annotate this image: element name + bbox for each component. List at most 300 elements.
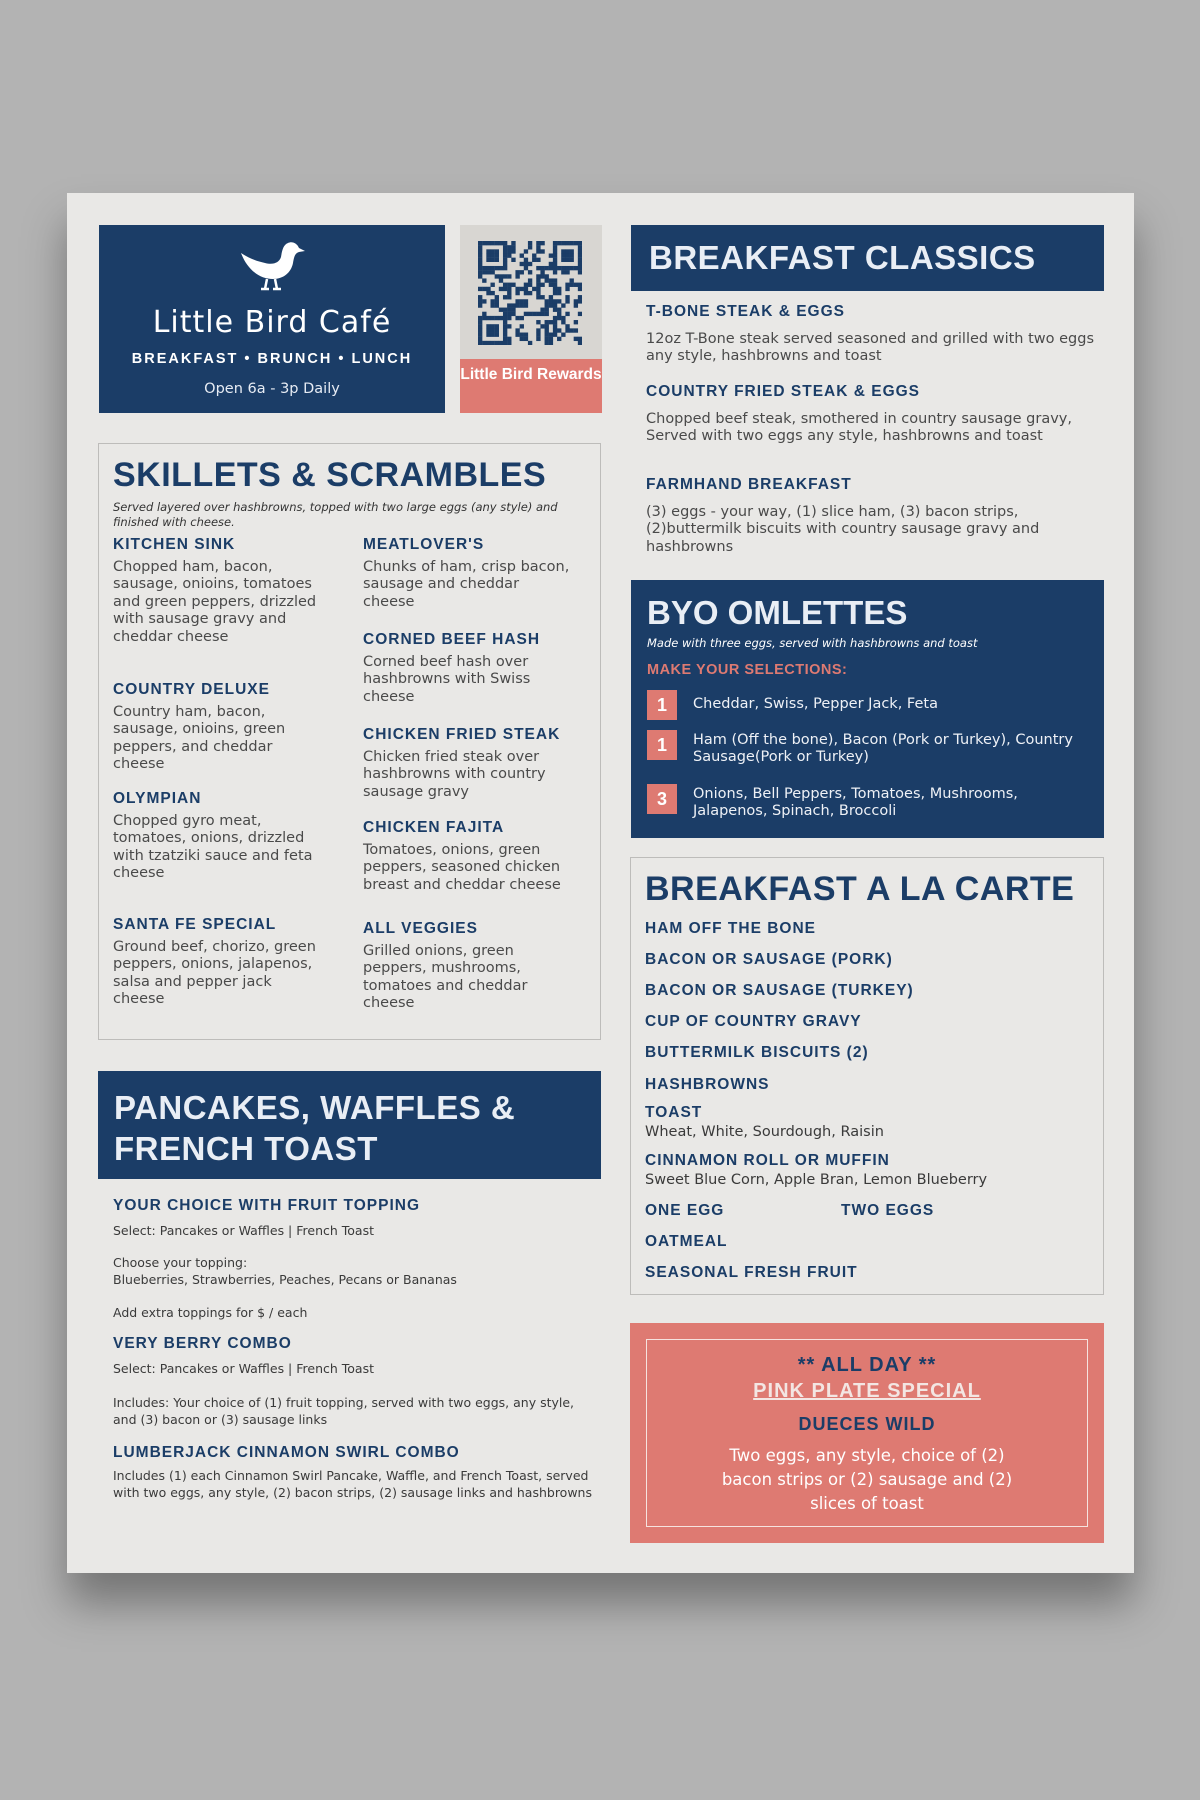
- qr-module: [507, 324, 511, 328]
- qr-module: [553, 249, 557, 253]
- qr-module: [520, 287, 524, 291]
- qr-module: [524, 303, 528, 307]
- qr-module: [557, 287, 561, 291]
- qr-module: [499, 308, 503, 312]
- item-name: SANTA FE SPECIAL: [113, 916, 277, 933]
- qr-module: [486, 287, 490, 291]
- qr-module: [570, 278, 574, 282]
- item-name: CHICKEN FRIED STEAK: [363, 726, 561, 743]
- qr-module: [495, 249, 499, 253]
- qr-module: [561, 241, 565, 245]
- qr-module: [561, 320, 565, 324]
- qr-module: [545, 333, 549, 337]
- qr-module: [578, 299, 582, 303]
- qr-module: [565, 328, 569, 332]
- qr-module: [549, 283, 553, 287]
- qr-module: [536, 245, 540, 249]
- qr-module: [557, 241, 561, 245]
- qr-module: [478, 262, 482, 266]
- qr-module: [540, 324, 544, 328]
- qr-module: [549, 303, 553, 307]
- qr-module: [482, 270, 486, 274]
- qr-module: [503, 308, 507, 312]
- brand-hours: Open 6a - 3p Daily: [204, 381, 340, 397]
- qr-module: [578, 295, 582, 299]
- alacarte-item: BACON OR SAUSAGE (TURKEY): [645, 982, 914, 999]
- qr-module: [511, 258, 515, 262]
- qr-module: [574, 299, 578, 303]
- qr-module: [524, 291, 528, 295]
- qr-module: [565, 312, 569, 316]
- qr-module: [578, 262, 582, 266]
- qr-module: [490, 299, 494, 303]
- item-select: Select: Pancakes or Waffles | French Toast: [113, 1223, 374, 1238]
- pancakes-header: [98, 1071, 601, 1179]
- qr-module: [507, 274, 511, 278]
- item-name: COUNTRY DELUXE: [113, 681, 270, 698]
- qr-module: [545, 312, 549, 316]
- item-name: LUMBERJACK CINNAMON SWIRL COMBO: [113, 1444, 460, 1461]
- alacarte-item: OATMEAL: [645, 1233, 728, 1250]
- menu-item: [113, 681, 323, 774]
- qr-module: [524, 299, 528, 303]
- qr-module: [549, 337, 553, 341]
- qr-module: [570, 328, 574, 332]
- qr-module: [528, 291, 532, 295]
- menu-item: [363, 631, 573, 706]
- qr-module: [524, 287, 528, 291]
- qr-module: [486, 316, 490, 320]
- qr-module: [482, 341, 486, 345]
- qr-module: [565, 258, 569, 262]
- qr-module: [482, 241, 486, 245]
- qr-module: [520, 316, 524, 320]
- byo-selections-label: MAKE YOUR SELECTIONS:: [647, 662, 848, 678]
- qr-module: [540, 270, 544, 274]
- qr-module: [565, 253, 569, 257]
- qr-module: [528, 312, 532, 316]
- skillets-section: [98, 443, 601, 1040]
- qr-module: [578, 337, 582, 341]
- qr-module: [503, 245, 507, 249]
- qr-module: [486, 266, 490, 270]
- qr-module: [540, 274, 544, 278]
- qr-module: [486, 328, 490, 332]
- qr-module: [520, 333, 524, 337]
- qr-module: [503, 287, 507, 291]
- qr-module: [578, 341, 582, 345]
- item-desc: Corned beef hash over hashbrowns with Swiss cheese: [363, 654, 531, 705]
- qr-module: [495, 253, 499, 257]
- qr-module: [478, 245, 482, 249]
- byo-step: [647, 784, 1087, 819]
- qr-module: [578, 241, 582, 245]
- item-desc: Country ham, bacon, sausage, onioins, green peppers, and cheddar cheese: [113, 704, 286, 773]
- qr-module: [574, 320, 578, 324]
- item-desc: Tomatoes, onions, green peppers, seasoned chicken breast and cheddar cheese: [363, 842, 561, 893]
- qr-module: [503, 295, 507, 299]
- menu-item: [646, 383, 1096, 446]
- qr-module: [490, 270, 494, 274]
- pancakes-title-line1: PANCAKES, WAFFLES &: [114, 1089, 516, 1126]
- item-name: MEATLOVER'S: [363, 536, 485, 553]
- qr-module: [499, 241, 503, 245]
- qr-module: [549, 262, 553, 266]
- menu-item: [113, 790, 323, 883]
- qr-module: [478, 341, 482, 345]
- qr-module: [540, 249, 544, 253]
- qr-module: [478, 333, 482, 337]
- qr-module: [574, 266, 578, 270]
- qr-module: [553, 320, 557, 324]
- qr-module: [570, 249, 574, 253]
- qr-module: [499, 287, 503, 291]
- qr-module: [503, 258, 507, 262]
- qr-module: [545, 278, 549, 282]
- qr-module: [503, 328, 507, 332]
- qr-module: [536, 278, 540, 282]
- item-name: CORNED BEEF HASH: [363, 631, 541, 648]
- special-name: PINK PLATE SPECIAL: [753, 1380, 981, 1402]
- qr-module: [545, 299, 549, 303]
- qr-module: [524, 249, 528, 253]
- qr-module: [565, 270, 569, 274]
- qr-module: [540, 283, 544, 287]
- qr-module: [570, 283, 574, 287]
- item-includes: Includes: Your choice of (1) fruit topping, served with two eggs, any style, and (3) bacon or (3) sausage links: [113, 1395, 575, 1427]
- qr-module: [520, 324, 524, 328]
- qr-module: [549, 320, 553, 324]
- qr-module: [495, 324, 499, 328]
- qr-module: [507, 341, 511, 345]
- item-extra: Add extra toppings for $ / each: [113, 1305, 308, 1320]
- qr-module: [478, 287, 482, 291]
- qr-module: [553, 324, 557, 328]
- qr-module: [515, 303, 519, 307]
- qr-module: [478, 303, 482, 307]
- qr-module: [553, 262, 557, 266]
- item-name: OLYMPIAN: [113, 790, 202, 807]
- qr-module: [507, 253, 511, 257]
- menu-item: [113, 1335, 593, 1352]
- qr-module: [553, 253, 557, 257]
- qr-module: [565, 299, 569, 303]
- qr-module: [490, 328, 494, 332]
- item-topping-label: Choose your topping:: [113, 1255, 248, 1270]
- qr-module: [553, 278, 557, 282]
- qr-module: [557, 328, 561, 332]
- qr-module: [495, 333, 499, 337]
- qr-module: [574, 337, 578, 341]
- qr-module: [503, 249, 507, 253]
- qr-module: [553, 333, 557, 337]
- qr-module: [553, 241, 557, 245]
- qr-module: [478, 324, 482, 328]
- special-frame: [646, 1339, 1088, 1527]
- item-name: CHICKEN FAJITA: [363, 819, 505, 836]
- qr-module: [478, 253, 482, 257]
- item-desc: Grilled onions, green peppers, mushrooms, tomatoes and cheddar cheese: [363, 943, 528, 1012]
- qr-module: [578, 270, 582, 274]
- alacarte-item: HAM OFF THE BONE: [645, 920, 816, 937]
- item-desc: Wheat, White, Sourdough, Raisin: [645, 1124, 884, 1141]
- item-name: FARMHAND BREAKFAST: [646, 476, 852, 493]
- qr-module: [578, 283, 582, 287]
- qr-module: [495, 341, 499, 345]
- byo-subtitle: Made with three eggs, served with hashbrowns and toast: [647, 636, 978, 650]
- qr-module: [549, 278, 553, 282]
- qr-module: [553, 303, 557, 307]
- qr-module: [557, 266, 561, 270]
- qr-module: [515, 287, 519, 291]
- qr-module: [545, 303, 549, 307]
- qr-module: [499, 266, 503, 270]
- qr-module: [578, 287, 582, 291]
- byo-section: [631, 580, 1104, 838]
- qr-module: [561, 316, 565, 320]
- qr-module: [549, 333, 553, 337]
- qr-module: [482, 299, 486, 303]
- qr-module: [499, 274, 503, 278]
- item-name: VERY BERRY COMBO: [113, 1335, 292, 1352]
- qr-module: [536, 291, 540, 295]
- qr-module: [490, 266, 494, 270]
- qr-module: [545, 274, 549, 278]
- qr-module: [553, 291, 557, 295]
- skillets-note: Served layered over hashbrowns, topped with two large eggs (any style) and finished with cheese.: [113, 500, 558, 529]
- item-topping-list: Blueberries, Strawberries, Peaches, Pecans or Bananas: [113, 1272, 457, 1287]
- qr-module: [486, 249, 490, 253]
- brand-name: Little Bird Café: [152, 305, 392, 340]
- pancakes-title-line2: FRENCH TOAST: [114, 1130, 378, 1168]
- qr-module: [557, 312, 561, 316]
- qr-module: [490, 333, 494, 337]
- qr-module: [536, 333, 540, 337]
- skillets-title: SKILLETS & SCRAMBLES: [113, 456, 547, 494]
- qr-module: [499, 278, 503, 282]
- special-section: [630, 1323, 1104, 1543]
- qr-module: [490, 316, 494, 320]
- qr-module: [536, 283, 540, 287]
- qr-module: [490, 291, 494, 295]
- qr-module: [511, 308, 515, 312]
- menu-item: [646, 476, 1096, 556]
- qr-module: [536, 241, 540, 245]
- qr-module: [553, 316, 557, 320]
- qr-module: [503, 337, 507, 341]
- qr-module: [507, 303, 511, 307]
- qr-module: [574, 328, 578, 332]
- qr-module: [511, 249, 515, 253]
- qr-module: [578, 245, 582, 249]
- step-number: 1: [647, 690, 677, 720]
- qr-module: [561, 270, 565, 274]
- qr-module: [553, 283, 557, 287]
- qr-module: [520, 253, 524, 257]
- qr-module: [490, 258, 494, 262]
- qr-module: [578, 312, 582, 316]
- item-desc: Chopped beef steak, smothered in country sausage gravy, Served with two eggs any style, hashbrowns and toast: [646, 411, 1072, 445]
- qr-module: [545, 328, 549, 332]
- qr-module: [503, 266, 507, 270]
- byo-step: [647, 690, 1087, 722]
- qr-module: [553, 308, 557, 312]
- item-name: TOAST: [645, 1104, 703, 1121]
- classics-title: BREAKFAST CLASSICS: [649, 239, 1036, 276]
- qr-module: [570, 241, 574, 245]
- qr-module: [536, 249, 540, 253]
- byo-step: [647, 730, 1087, 765]
- qr-module: [561, 249, 565, 253]
- qr-module: [528, 241, 532, 245]
- qr-module: [507, 337, 511, 341]
- qr-module: [536, 328, 540, 332]
- menu-item: [363, 819, 573, 894]
- qr-module: [490, 303, 494, 307]
- step-text: Cheddar, Swiss, Pepper Jack, Feta: [693, 696, 938, 712]
- qr-module: [528, 341, 532, 345]
- qr-module: [536, 312, 540, 316]
- qr-module: [536, 295, 540, 299]
- qr-module: [561, 333, 565, 337]
- qr-module: [478, 249, 482, 253]
- qr-module: [478, 270, 482, 274]
- qr-module: [524, 312, 528, 316]
- qr-module: [528, 262, 532, 266]
- qr-module: [561, 303, 565, 307]
- qr-module: [495, 295, 499, 299]
- qr-module: [520, 303, 524, 307]
- qr-module: [574, 241, 578, 245]
- qr-code-icon[interactable]: [478, 241, 582, 345]
- qr-module: [578, 258, 582, 262]
- qr-module: [532, 258, 536, 262]
- qr-module: [574, 283, 578, 287]
- item-name: YOUR CHOICE WITH FRUIT TOPPING: [113, 1197, 420, 1214]
- qr-module: [490, 324, 494, 328]
- qr-module: [515, 316, 519, 320]
- step-text: Onions, Bell Peppers, Tomatoes, Mushrooms, Jalapenos, Spinach, Broccoli: [693, 786, 1018, 819]
- qr-module: [478, 299, 482, 303]
- qr-code-box[interactable]: [460, 225, 602, 361]
- qr-module: [528, 270, 532, 274]
- qr-module: [532, 312, 536, 316]
- alacarte-title: BREAKFAST A LA CARTE: [645, 870, 1075, 908]
- qr-module: [511, 245, 515, 249]
- qr-module: [528, 278, 532, 282]
- qr-module: [490, 253, 494, 257]
- qr-module: [540, 312, 544, 316]
- qr-module: [495, 266, 499, 270]
- qr-module: [503, 283, 507, 287]
- qr-module: [495, 328, 499, 332]
- qr-module: [486, 341, 490, 345]
- alacarte-item: TWO EGGS: [841, 1202, 935, 1219]
- qr-module: [503, 241, 507, 245]
- qr-module: [486, 258, 490, 262]
- qr-module: [524, 266, 528, 270]
- qr-module: [565, 324, 569, 328]
- qr-module: [503, 262, 507, 266]
- alacarte-item: CUP OF COUNTRY GRAVY: [645, 1013, 862, 1030]
- qr-module: [503, 316, 507, 320]
- qr-module: [557, 337, 561, 341]
- item-desc: Ground beef, chorizo, green peppers, onions, jalapenos, salsa and pepper jack cheese: [113, 939, 316, 1008]
- menu-item: [363, 536, 573, 611]
- qr-module: [536, 320, 540, 324]
- step-number: 3: [647, 784, 677, 814]
- qr-module: [549, 295, 553, 299]
- menu-item: [113, 1444, 593, 1461]
- qr-module: [507, 249, 511, 253]
- qr-module: [540, 241, 544, 245]
- brand-tagline: BREAKFAST • BRUNCH • LUNCH: [131, 351, 413, 367]
- item-desc: Chopped gyro meat, tomatoes, onions, drizzled with tzatziki sauce and feta cheese: [113, 813, 313, 882]
- step-number: 1: [647, 730, 677, 760]
- qr-module: [557, 291, 561, 295]
- qr-module: [478, 337, 482, 341]
- classics-header: [631, 225, 1104, 291]
- qr-module: [540, 295, 544, 299]
- item-select: Select: Pancakes or Waffles | French Toast: [113, 1361, 374, 1376]
- qr-module: [565, 249, 569, 253]
- alacarte-item: [645, 1104, 884, 1141]
- qr-module: [495, 258, 499, 262]
- menu-item: [363, 726, 573, 801]
- special-all-day: ** ALL DAY **: [797, 1354, 937, 1376]
- item-name: COUNTRY FRIED STEAK & EGGS: [646, 383, 921, 400]
- qr-module: [549, 341, 553, 345]
- alacarte-item: SEASONAL FRESH FRUIT: [645, 1264, 858, 1281]
- qr-module: [536, 266, 540, 270]
- qr-module: [482, 287, 486, 291]
- qr-module: [578, 253, 582, 257]
- qr-module: [553, 266, 557, 270]
- qr-module: [507, 287, 511, 291]
- brand-block: [99, 225, 445, 413]
- menu-item: [646, 303, 1096, 366]
- qr-module: [478, 274, 482, 278]
- qr-module: [511, 303, 515, 307]
- bird-icon: [237, 239, 307, 293]
- qr-module: [507, 308, 511, 312]
- qr-module: [557, 308, 561, 312]
- qr-module: [520, 337, 524, 341]
- qr-module: [578, 266, 582, 270]
- alacarte-item: HASHBROWNS: [645, 1076, 770, 1093]
- rewards-label[interactable]: Little Bird Rewards: [460, 359, 602, 413]
- item-name: CINNAMON ROLL OR MUFFIN: [645, 1152, 890, 1169]
- qr-module: [553, 299, 557, 303]
- qr-module: [515, 328, 519, 332]
- alacarte-item: BACON OR SAUSAGE (PORK): [645, 951, 893, 968]
- qr-module: [515, 291, 519, 295]
- alacarte-section: [630, 857, 1104, 1295]
- qr-module: [524, 333, 528, 337]
- menu-item: [113, 916, 323, 1009]
- qr-module: [482, 266, 486, 270]
- item-desc: Chopped ham, bacon, sausage, onioins, tomatoes and green peppers, drizzled with sausage gravy and cheddar cheese: [113, 559, 317, 645]
- qr-module: [524, 258, 528, 262]
- qr-module: [553, 287, 557, 291]
- qr-module: [528, 245, 532, 249]
- qr-module: [540, 266, 544, 270]
- qr-module: [561, 266, 565, 270]
- qr-module: [486, 253, 490, 257]
- qr-module: [507, 316, 511, 320]
- qr-module: [486, 324, 490, 328]
- qr-module: [478, 258, 482, 262]
